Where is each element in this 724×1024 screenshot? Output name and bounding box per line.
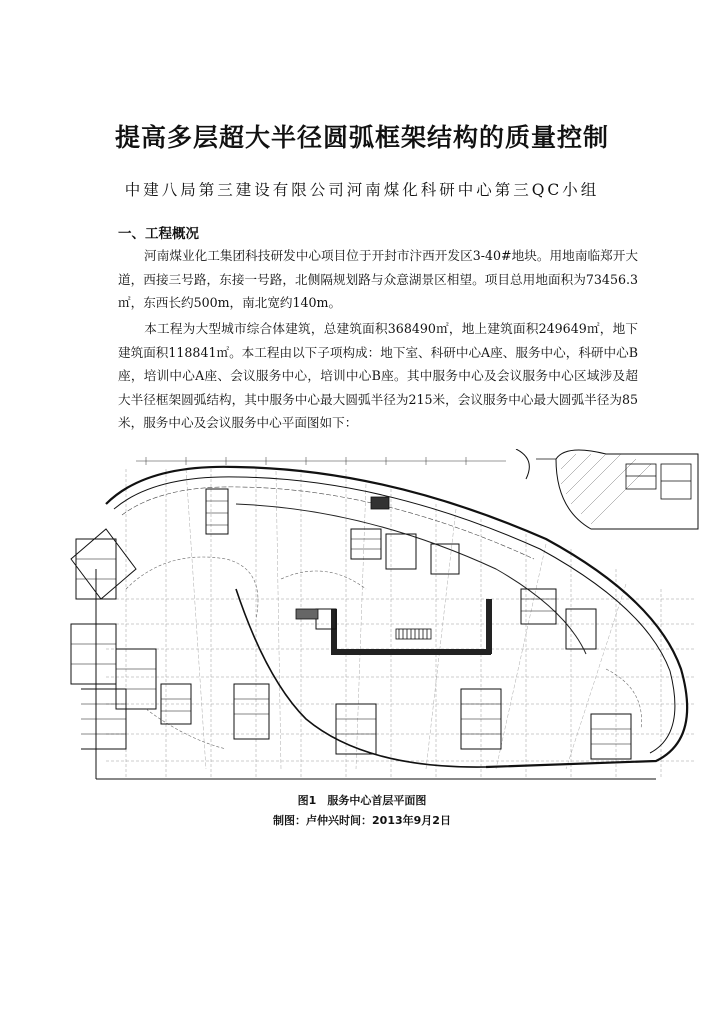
credit-date: 时间：2013年9月2日 xyxy=(339,814,451,827)
document-subtitle: 中建八局第三建设有限公司河南煤化科研中心第三QC小组 xyxy=(124,181,600,199)
paragraph-1-text: 河南煤业化工集团科技研发中心项目位于开封市汴西开发区3-40#地块。用地南临郑开大道，西接三号路，东接一号路，北侧隔规划路与众意湖景区相望。项目总用地面积为73456.3㎡，东西长约500m，南北宽约140m。 xyxy=(118,248,638,311)
paragraph-2-text: 本工程为大型城市综合体建筑，总建筑面积368490㎡，地上建筑面积249649㎡，地下建筑面积118841㎡。本工程由以下子项构成：地下室、科研中心A座、服务中心，科研中心B座，培训中心A座、会议服务中心，培训中心B座。其中服务中心及会议服务中心区域涉及超大半径框架圆弧结构，其中服务中心最大圆弧半径为215米，会议服务中心最大圆弧半径为85米，服务中心及会议服务中心平面图如下： xyxy=(118,321,638,431)
document-title: 提高多层超大半径圆弧框架结构的质量控制 xyxy=(114,123,609,152)
figure-caption: 图1 服务中心首层平面图 xyxy=(297,794,427,807)
section-heading: 一、工程概况 xyxy=(118,226,199,242)
figure-credit xyxy=(0,812,724,828)
service-center-floor-plan-drawing xyxy=(66,449,700,785)
paragraph-project-scope xyxy=(118,317,638,435)
credit-author: 制图：卢仲兴 xyxy=(273,814,340,827)
paragraph-project-location xyxy=(118,244,638,315)
